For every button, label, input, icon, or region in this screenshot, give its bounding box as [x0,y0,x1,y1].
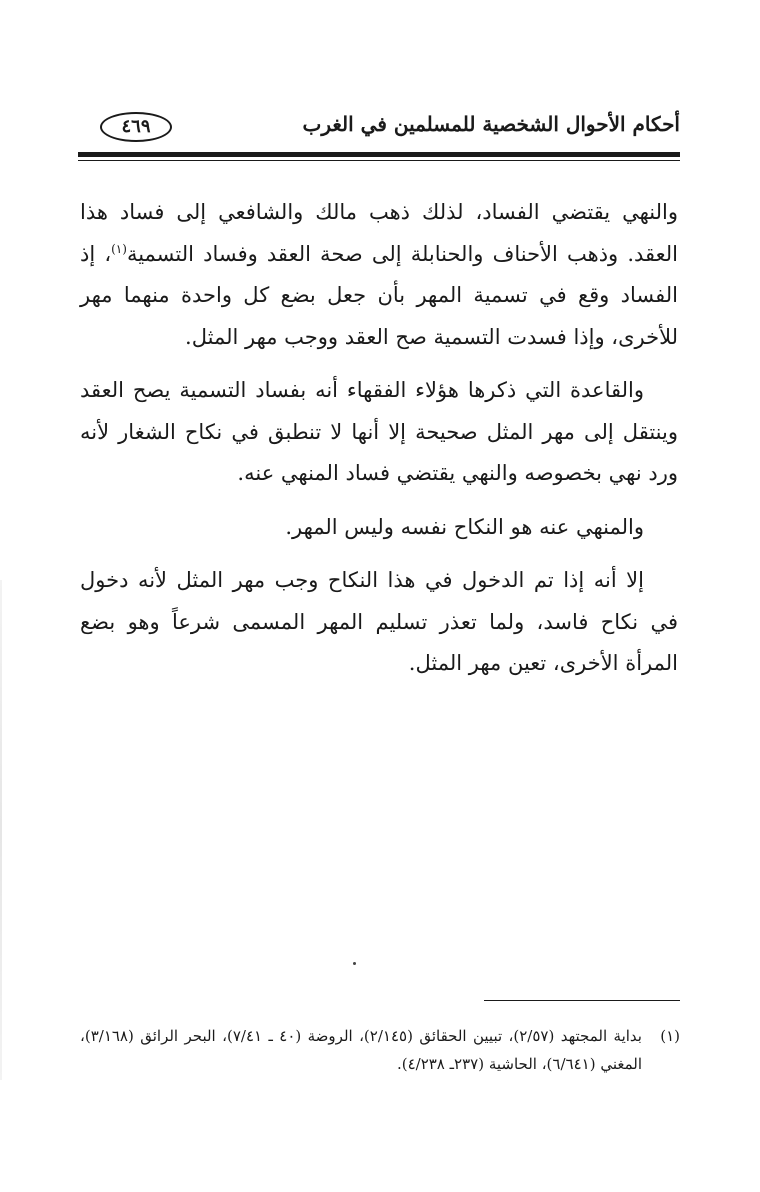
footnote [80,1022,680,1078]
paragraph [80,192,678,358]
paragraph: والقاعدة التي ذكرها هؤلاء الفقهاء أنه بفساد التسمية يصح العقد وينتقل إلى مهر المثل صحيحة إلا أنها لا تنطبق في نكاح الشغار لأنه ورد نهي بخصوصه والنهي يقتضي فساد المنهي عنه. [80,378,678,485]
header-rule-thick [78,152,680,157]
footnote-separator [484,1000,680,1001]
running-title: أحكام الأحوال الشخصية للمسلمين في الغرب [302,112,680,136]
paragraph-text: والنهي يقتضي الفساد، لذلك ذهب مالك والشافعي إلى فساد هذا العقد. وذهب الأحناف والحنابلة إلى صحة العقد وفساد التسمية [80,200,679,266]
paragraph: إلا أنه إذا تم الدخول في هذا النكاح وجب مهر المثل لأنه دخول في نكاح فاسد، ولما تعذر تسليم المهر المسمى شرعاً وهو بضع المرأة الأخرى، تعين مهر المثل. [80,568,678,675]
footnote-marker: (١) [660,1027,680,1045]
scan-edge-shadow [0,580,2,1080]
page-number: ٤٦٩ [121,116,151,137]
paragraph-text: ، إذ الفساد وقع في تسمية المهر بأن جعل بضع كل واحدة منهما مهر للأخرى، وإذا فسدت التسمية صح العقد ووجب مهر المثل. [80,241,678,349]
header-rule-thin [78,160,680,161]
print-speck [353,962,356,965]
footnote-text: بداية المجتهد (٢/٥٧)، تبيين الحقائق (٢/١٤٥)، الروضة (٤٠ ـ ٧/٤١)، البحر الرائق (٣/١٦٨)، المغني (٦/٦٤١)، الحاشية (٢٣٧ـ ٤/٢٣٨). [80,1027,642,1073]
body-text [80,192,678,697]
page-header [78,108,680,148]
footnote-reference[interactable]: (١) [111,241,127,256]
page-number-frame [100,112,172,142]
paragraph: والمنهي عنه هو النكاح نفسه وليس المهر. [285,514,644,539]
